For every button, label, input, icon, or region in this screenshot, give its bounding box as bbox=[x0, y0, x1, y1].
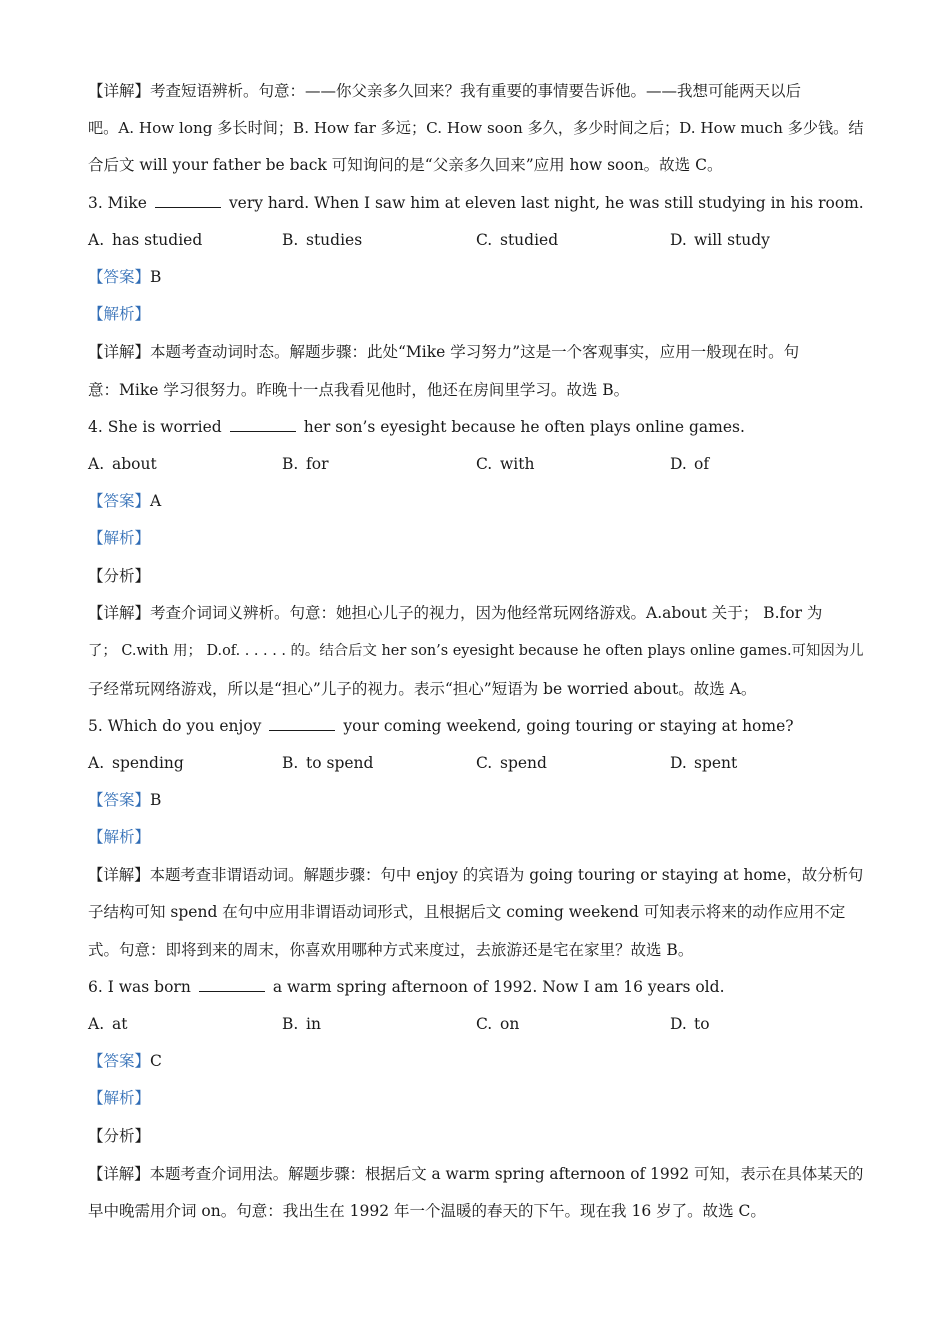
q6-option-b: B. in bbox=[282, 1015, 321, 1033]
q5-stem-start: 5. Which do you enjoy bbox=[88, 717, 262, 735]
q5-option-b: B. to spend bbox=[282, 754, 374, 772]
q3-stem bbox=[88, 193, 864, 213]
q4-option-c: C. with bbox=[476, 455, 535, 473]
q5-detail-line-2: 子结构可知 spend 在句中应用非谓语动词形式，且根据后文 coming weekend 可知表示将来的动作应用不定 bbox=[88, 903, 846, 921]
q4-answer: 【答案】A bbox=[88, 492, 162, 510]
q4-detail-line-2: 了； C.with 用； D.of. . . . . . 的。结合后文 her son’s eyesight because he often plays online games.可知因为儿 bbox=[88, 643, 864, 659]
q4-fenxi-tag: 【分析】 bbox=[88, 567, 151, 585]
q6-answer: 【答案】C bbox=[88, 1052, 162, 1070]
q6-analysis-tag: 【解析】 bbox=[88, 1089, 151, 1107]
q5-detail-line-3: 式。句意：即将到来的周末，你喜欢用哪种方式来度过，去旅游还是宅在家里？故选 B。 bbox=[88, 941, 694, 959]
q3-option-b: B. studies bbox=[282, 231, 363, 249]
q3-analysis-tag: 【解析】 bbox=[88, 305, 151, 323]
q4-blank bbox=[230, 417, 296, 432]
q3-blank bbox=[155, 193, 221, 208]
q5-blank bbox=[269, 716, 335, 731]
q3-answer: 【答案】B bbox=[88, 268, 162, 286]
q5-option-c: C. spend bbox=[476, 754, 547, 772]
q5-option-a: A. spending bbox=[88, 754, 184, 772]
q5-stem bbox=[88, 716, 794, 736]
q5-answer: 【答案】B bbox=[88, 791, 162, 809]
q5-detail-line-1: 【详解】本题考查非谓语动词。解题步骤：句中 enjoy 的宾语为 going touring or staying at home，故分析句 bbox=[88, 866, 864, 884]
q3-detail-line-1: 【详解】本题考查动词时态。解题步骤：此处“Mike 学习努力”这是一个客观事实，应用一般现在时。句 bbox=[88, 343, 800, 361]
q6-detail-line-2: 早中晚需用介词 on。句意：我出生在 1992 年一个温暖的春天的下午。现在我 16 岁了。故选 C。 bbox=[88, 1202, 766, 1220]
q4-stem-start: 4. She is worried bbox=[88, 418, 222, 436]
q5-option-d: D. spent bbox=[670, 754, 738, 772]
q2-detail-line-1: 【详解】考查短语辨析。句意：——你父亲多久回来？我有重要的事情要告诉他。——我想可能两天以后 bbox=[88, 82, 802, 100]
q4-option-a: A. about bbox=[88, 455, 157, 473]
q3-options bbox=[88, 230, 868, 250]
q3-option-a: A. has studied bbox=[88, 231, 203, 249]
q6-blank bbox=[199, 977, 265, 992]
q3-detail-line-2: 意：Mike 学习很努力。昨晚十一点我看见他时，他还在房间里学习。故选 B。 bbox=[88, 381, 630, 399]
q3-stem-end: very hard. When I saw him at eleven last night, he was still studying in his room. bbox=[228, 194, 864, 212]
q4-option-d: D. of bbox=[670, 455, 710, 473]
q6-detail-line-1: 【详解】本题考查介词用法。解题步骤：根据后文 a warm spring afternoon of 1992 可知，表示在具体某天的 bbox=[88, 1165, 864, 1183]
q3-option-c: C. studied bbox=[476, 231, 559, 249]
q6-options bbox=[88, 1014, 868, 1034]
q6-option-d: D. to bbox=[670, 1015, 710, 1033]
q4-stem bbox=[88, 417, 745, 437]
q6-stem-start: 6. I was born bbox=[88, 978, 191, 996]
q4-stem-end: her son’s eyesight because he often plays online games. bbox=[303, 418, 745, 436]
q3-stem-start: 3. Mike bbox=[88, 194, 147, 212]
q5-analysis-tag: 【解析】 bbox=[88, 828, 151, 846]
q3-option-d: D. will study bbox=[670, 231, 770, 249]
q5-options bbox=[88, 753, 868, 773]
q2-detail-line-3: 合后文 will your father be back 可知询问的是“父亲多久回来”应用 how soon。故选 C。 bbox=[88, 156, 723, 174]
q6-option-c: C. on bbox=[476, 1015, 520, 1033]
q6-stem-end: a warm spring afternoon of 1992. Now I am 16 years old. bbox=[272, 978, 725, 996]
q6-stem bbox=[88, 977, 725, 997]
q2-detail-line-2: 吧。A. How long 多长时间；B. How far 多远；C. How soon 多久，多少时间之后；D. How much 多少钱。结 bbox=[88, 119, 864, 137]
q4-option-b: B. for bbox=[282, 455, 329, 473]
q6-option-a: A. at bbox=[88, 1015, 128, 1033]
q6-fenxi-tag: 【分析】 bbox=[88, 1127, 151, 1145]
q4-detail-line-1: 【详解】考查介词词义辨析。句意：她担心儿子的视力，因为他经常玩网络游戏。A.about 关于； B.for 为 bbox=[88, 604, 823, 622]
q4-analysis-tag: 【解析】 bbox=[88, 529, 151, 547]
q5-stem-end: your coming weekend, going touring or staying at home? bbox=[343, 717, 794, 735]
q4-detail-line-3: 子经常玩网络游戏，所以是“担心”儿子的视力。表示“担心”短语为 be worried about。故选 A。 bbox=[88, 680, 757, 698]
q4-options bbox=[88, 454, 868, 474]
